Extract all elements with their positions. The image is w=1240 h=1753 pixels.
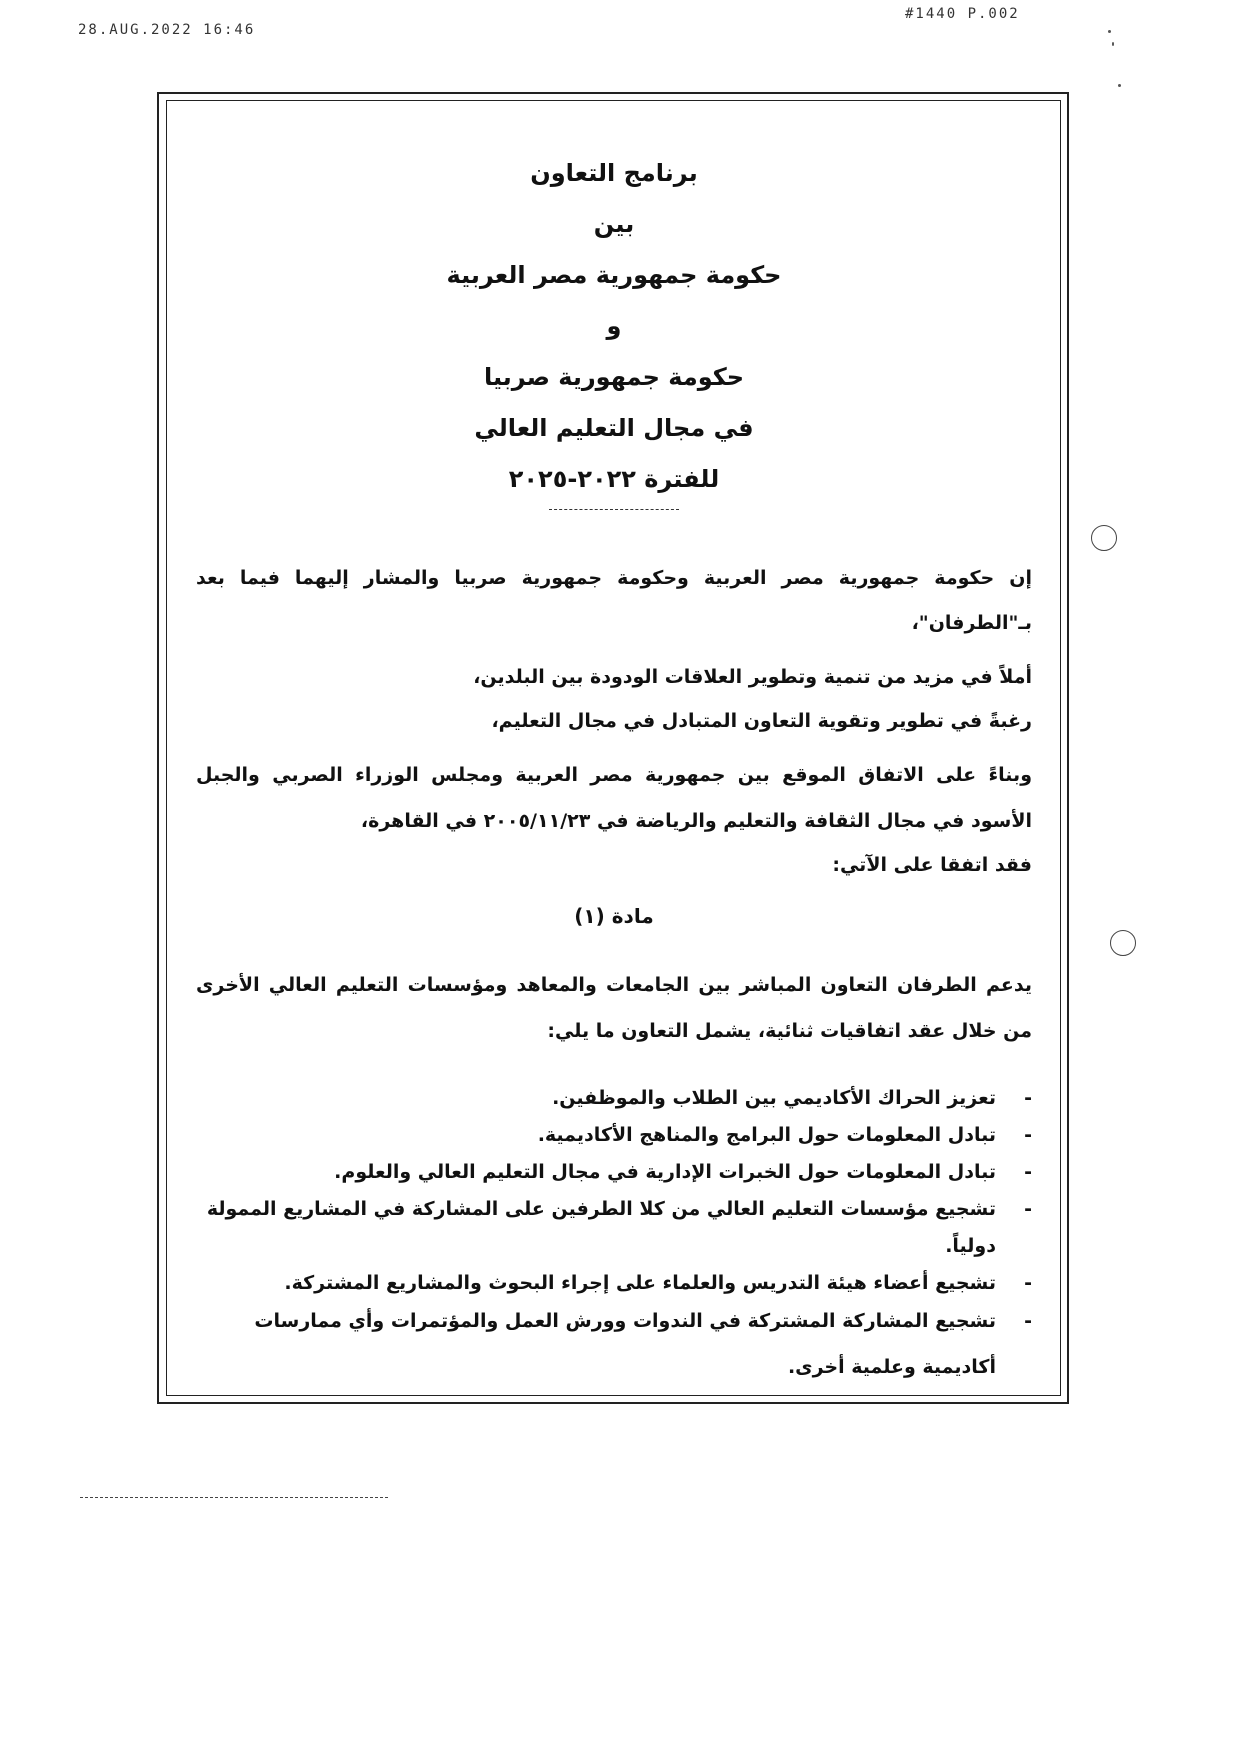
list-item [196,1080,1032,1117]
title-line: في مجال التعليم العالي [474,414,754,442]
list-item-text: تشجيع مؤسسات التعليم العالي من كلا الطرفين على المشاركة في المشاريع الممولة دولياً. [206,1198,996,1257]
title-line: حكومة جمهورية صربيا [483,363,745,391]
list-item-text: تبادل المعلومات حول الخبرات الإدارية في مجال التعليم العالي والعلوم. [334,1161,996,1183]
article-1-heading: مادة (١) [574,904,654,928]
preamble-desire: رغبةً في تطوير وتقوية التعاون المتبادل في مجال التعليم، [491,710,1032,732]
punch-hole-upper [1091,525,1117,551]
dash-marker: - [1024,1198,1032,1220]
dash-marker: - [1024,1087,1032,1109]
list-item-text: تعزيز الحراك الأكاديمي بين الطلاب والموظفين. [552,1087,996,1109]
list-item [196,1191,1032,1265]
fax-page-reference: #1440 P.002 [905,6,1020,22]
list-item-text: تبادل المعلومات حول البرامج والمناهج الأكاديمية. [537,1124,996,1146]
title-line: و [606,312,622,340]
document-body [196,148,1032,1390]
list-item [196,1265,1032,1302]
scan-speck [1118,84,1121,87]
scan-speck [1112,42,1114,46]
article-1-body: يدعم الطرفان التعاون المباشر بين الجامعات والمعاهد ومؤسسات التعليم العالي الأخرى من خلال عقد اتفاقيات ثنائية، يشمل التعاون ما يلي: [196,974,1032,1042]
punch-hole-lower [1110,930,1136,956]
article-1-list [196,1080,1032,1390]
list-item-text: تشجيع أعضاء هيئة التدريس والعلماء على إجراء البحوث والمشاريع المشتركة. [284,1272,996,1294]
dash-marker: - [1024,1310,1032,1332]
document-title [196,148,1032,510]
title-line: برنامج التعاون [530,159,698,187]
title-line: حكومة جمهورية مصر العربية [446,261,782,289]
list-item-text: تشجيع المشاركة المشتركة في الندوات وورش العمل والمؤتمرات وأي ممارسات أكاديمية وعلمية أخرى. [254,1310,996,1378]
preamble-basis: وبناءً على الاتفاق الموقع بين جمهورية مصر العربية ومجلس الوزراء الصربي والجبل الأسود في مجال الثقافة والتعليم والرياضة في ٢٠٠٥/١١/٢٣ في القاهرة، [196,764,1032,832]
fax-timestamp: 28.AUG.2022 16:46 [78,22,256,38]
list-item [196,1117,1032,1154]
title-line: بين [593,210,635,238]
title-period: للفترة ٢٠٢٢-٢٠٢٥ [508,465,720,493]
preamble-intro: إن حكومة جمهورية مصر العربية وحكومة جمهورية صربيا والمشار إليهما فيما بعد بـ"الطرفان"، [196,567,1032,634]
scan-speck [1108,30,1111,33]
preamble-agreed: فقد اتفقا على الآتي: [832,854,1032,876]
title-separator [549,509,679,510]
dash-marker: - [1024,1272,1032,1294]
list-item [196,1154,1032,1191]
footer-dashed-rule [80,1497,388,1498]
list-item [196,1298,1032,1390]
dash-marker: - [1024,1124,1032,1146]
dash-marker: - [1024,1161,1032,1183]
preamble-hope: أملاً في مزيد من تنمية وتطوير العلاقات الودودة بين البلدين، [473,666,1032,688]
